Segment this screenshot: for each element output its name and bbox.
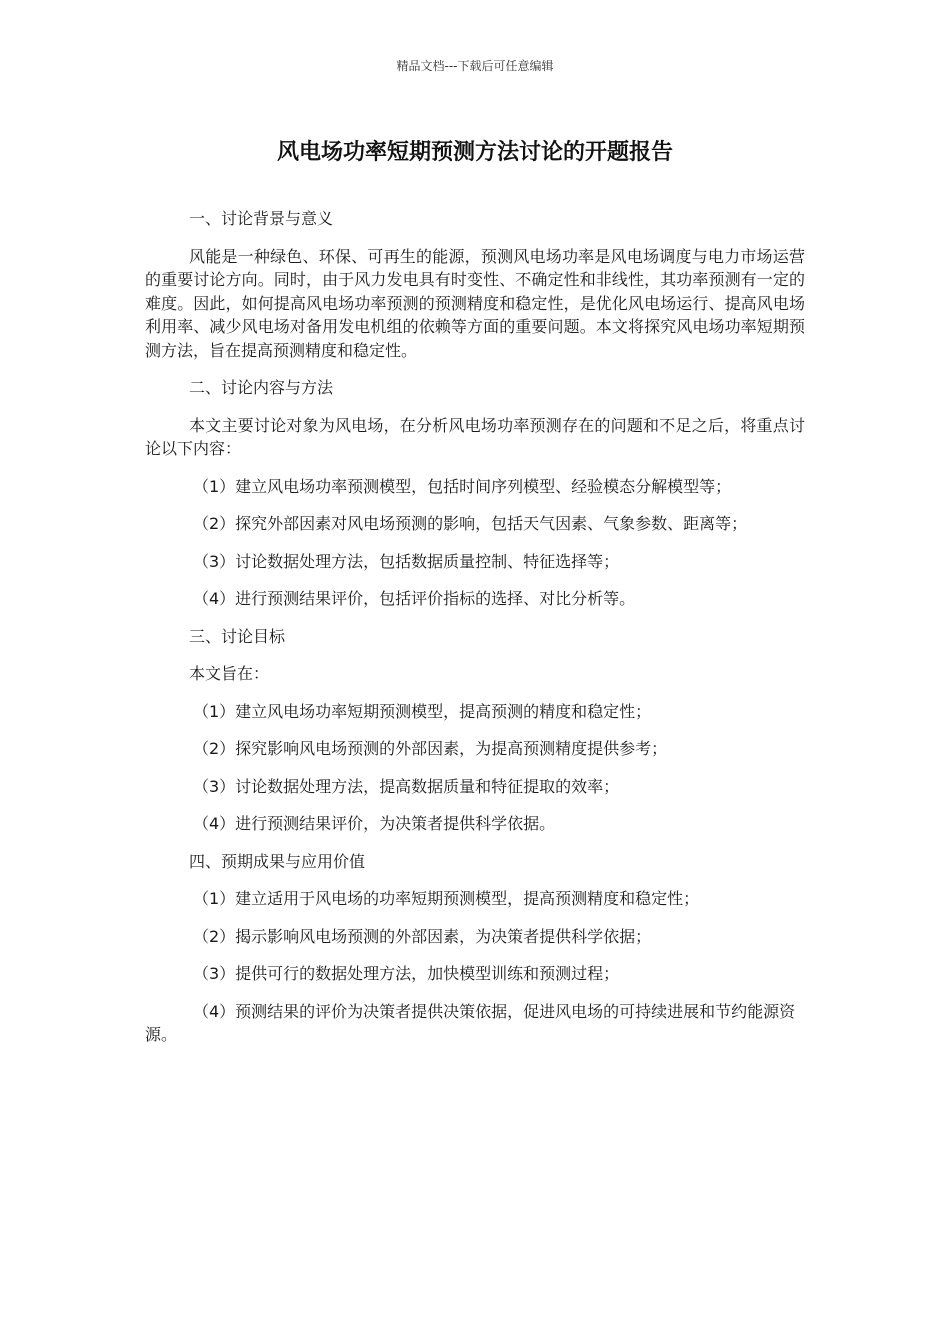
- document-title: 风电场功率短期预测方法讨论的开题报告: [276, 140, 673, 165]
- section-heading-background: 一、讨论背景与意义: [189, 209, 334, 228]
- section-heading-outcomes: 四、预期成果与应用价值: [189, 851, 366, 871]
- section-heading-goals: 三、讨论目标: [189, 626, 286, 646]
- header-note: 精品文档---下载后可任意编辑: [396, 59, 554, 73]
- paragraph-background: 风能是一种绿色、环保、可再生的能源，预测风电场功率是风电场调度与电力市场运营的重要讨论方向。同时，由于风力发电具有时变性、不确定性和非线性，其功率预测有一定的难度。因此，如何提高风电场功率预测的预测精度和稳定性，是优化风电场运行、提高风电场利用率、减少风电场对备用发电机组的依赖等方面的重要问题。本文将探究风电场功率短期预测方法，旨在提高预测精度和稳定性。: [145, 246, 805, 360]
- section-heading-content-method: 二、讨论内容与方法: [189, 378, 334, 397]
- list-item: （3）提供可行的数据处理方法，加快模型训练和预测过程；: [193, 964, 620, 983]
- list-item: （1）建立适用于风电场的功率短期预测模型，提高预测精度和稳定性；: [193, 889, 700, 908]
- paragraph-content-method: 本文主要讨论对象为风电场，在分析风电场功率预测存在的问题和不足之后，将重点讨论以下内容：: [145, 415, 805, 458]
- list-item: （2）揭示影响风电场预测的外部因素，为决策者提供科学依据；: [193, 926, 652, 946]
- document-body: [145, 207, 805, 1061]
- list-item: （1）建立风电场功率预测模型，包括时间序列模型、经验模态分解模型等；: [193, 476, 732, 496]
- list-item: （3）讨论数据处理方法，提高数据质量和特征提取的效率；: [193, 776, 620, 796]
- paragraph-goals-intro: 本文旨在：: [189, 664, 270, 683]
- list-item: （2）探究影响风电场预测的外部因素，为提高预测精度提供参考；: [193, 739, 668, 758]
- list-item: （1）建立风电场功率短期预测模型，提高预测的精度和稳定性；: [193, 701, 652, 721]
- list-item: （4）预测结果的评价为决策者提供决策依据，促进风电场的可持续进展和节约能源资源。: [145, 1001, 796, 1044]
- list-item: （3）讨论数据处理方法，包括数据质量控制、特征选择等；: [193, 551, 620, 571]
- list-item: （4）进行预测结果评价，包括评价指标的选择、对比分析等。: [193, 589, 636, 608]
- list-item: （2）探究外部因素对风电场预测的影响，包括天气因素、气象参数、距离等；: [193, 514, 748, 533]
- list-item: （4）进行预测结果评价，为决策者提供科学依据。: [193, 814, 556, 833]
